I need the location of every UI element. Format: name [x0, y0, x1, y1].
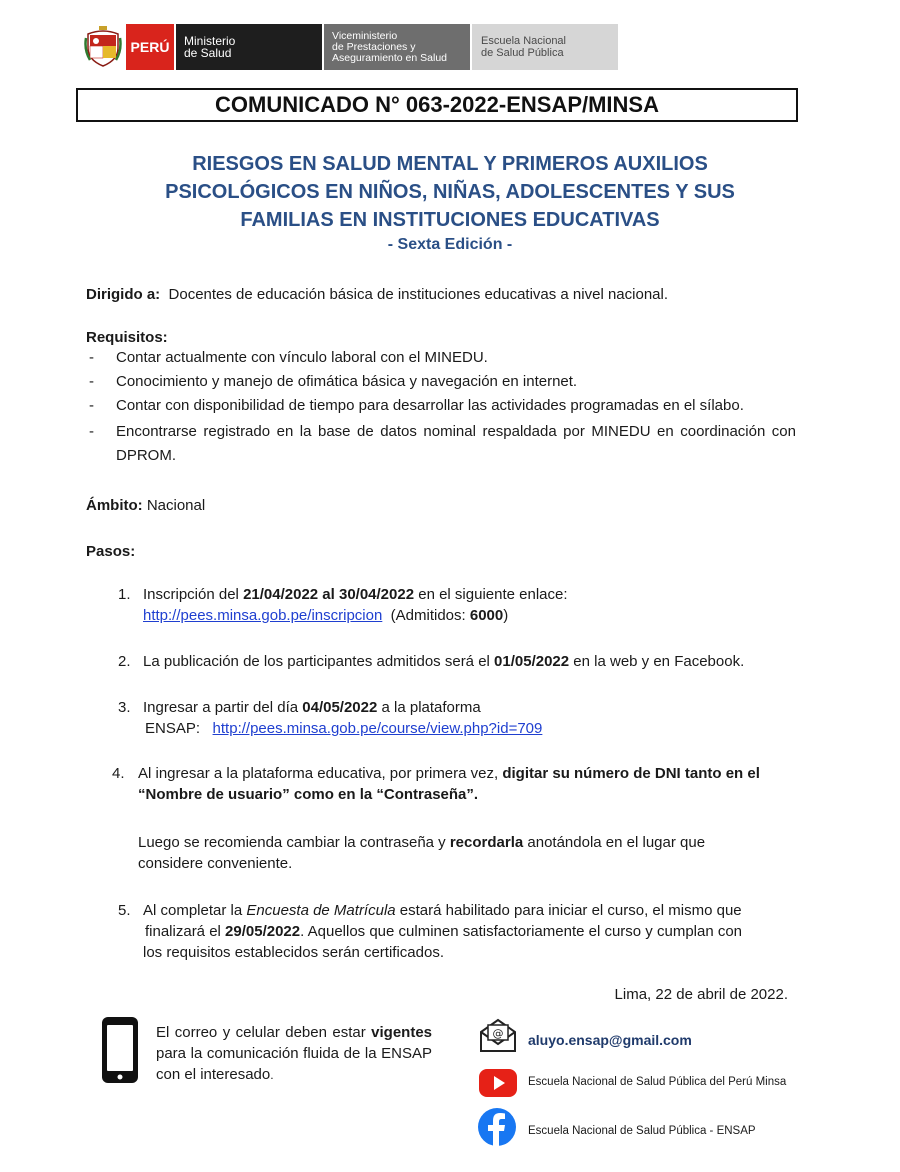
ambito-label: Ámbito:	[86, 497, 143, 514]
pasos-label: Pasos:	[86, 543, 136, 560]
requisito-item: - Conocimiento y manejo de ofimática básica y navegación en internet.	[89, 373, 578, 390]
paso-3-text: Ingresar a partir del día 04/05/2022 a la plataforma	[143, 699, 481, 716]
paso-5-text-line-3: los requisitos establecidos serán certificados.	[143, 944, 444, 961]
mobile-phone-icon	[100, 1015, 140, 1085]
youtube-icon	[478, 1068, 518, 1098]
paso-2-text: La publicación de los participantes admitidos será el 01/05/2022 en la web y en Facebook.	[143, 653, 745, 670]
svg-text:@: @	[492, 1027, 504, 1040]
inscripcion-link[interactable]: http://pees.minsa.gob.pe/inscripcion	[143, 607, 383, 624]
dirigido-section	[86, 284, 806, 305]
paso-1-link-line: http://pees.minsa.gob.pe/inscripcion (Admitidos: 6000)	[143, 607, 509, 624]
requisitos-label: Requisitos:	[86, 329, 168, 346]
communique-title: COMUNICADO N° 063-2022-ENSAP/MINSA	[76, 88, 798, 122]
paso-2-number: 2.	[118, 653, 131, 670]
peru-coat-of-arms-icon	[84, 26, 122, 68]
youtube-channel-name[interactable]: Escuela Nacional de Salud Pública del Perú Minsa	[528, 1076, 787, 1088]
requisito-item: - Encontrarse registrado en la base de datos nominal respaldada por MINEDU en coordinación con DPROM.	[89, 423, 796, 464]
ensap-logo: Escuela Nacional de Salud Pública	[472, 24, 618, 70]
ambito-text: Nacional	[146, 497, 206, 514]
ambito-section	[86, 495, 205, 516]
paso-5-text-line-2: finalizará el 29/05/2022. Aquellos que culminen satisfactoriamente el curso y cumplan con	[145, 923, 743, 940]
course-title-line-1: RIESGOS EN SALUD MENTAL Y PRIMEROS AUXILIOS	[192, 153, 708, 175]
paso-1-text: Inscripción del 21/04/2022 al 30/04/2022 en el siguiente enlace:	[143, 586, 568, 603]
course-title-line-3: FAMILIAS EN INSTITUCIONES EDUCATIVAS	[240, 209, 660, 231]
ministerio-logo: Ministerio de Salud	[176, 24, 322, 70]
email-address[interactable]: aluyo.ensap@gmail.com	[528, 1032, 692, 1048]
paso-1-number: 1.	[118, 586, 131, 603]
contact-note: El correo y celular deben estar vigentes para la comunicación fluida de la ENSAP con el interesado.	[156, 1024, 433, 1083]
paso-5-number: 5.	[118, 902, 131, 919]
document-date: Lima, 22 de abril de 2022.	[614, 986, 788, 1003]
facebook-page-name[interactable]: Escuela Nacional de Salud Pública - ENSAP	[528, 1125, 756, 1137]
peru-brand-logo: PERÚ	[126, 24, 174, 70]
edition-label: - Sexta Edición -	[387, 236, 513, 253]
paso-3-link-line: ENSAP: http://pees.minsa.gob.pe/course/view.php?id=709	[145, 720, 543, 737]
course-link[interactable]: http://pees.minsa.gob.pe/course/view.php?id=709	[212, 720, 543, 737]
dirigido-text: Docentes de educación básica de instituciones educativas a nivel nacional.	[168, 286, 668, 303]
email-icon	[478, 1016, 518, 1054]
dirigido-label: Dirigido a:	[86, 286, 161, 303]
viceministerio-logo: Viceministerio de Prestaciones y Aseguramiento en Salud	[324, 24, 470, 70]
course-title-line-2: PSICOLÓGICOS EN NIÑOS, NIÑAS, ADOLESCENTES Y SUS	[165, 181, 735, 203]
requisito-item: - Contar con disponibilidad de tiempo para desarrollar las actividades programadas en el sílabo.	[89, 397, 744, 414]
paso-3-number: 3.	[118, 699, 131, 716]
paso-4-note: Luego se recomienda cambiar la contraseña y recordarla anotándola en el lugar que considere conveniente.	[138, 834, 706, 872]
facebook-icon	[477, 1107, 517, 1147]
paso-4-number: 4.	[112, 765, 125, 782]
paso-4-text: Al ingresar a la plataforma educativa, por primera vez, digitar su número de DNI tanto en el “Nombre de usuario” como en la “Contraseña”.	[138, 765, 760, 803]
paso-5-text: Al completar la Encuesta de Matrícula estará habilitado para iniciar el curso, el mismo que	[143, 902, 742, 919]
requisito-item: - Contar actualmente con vínculo laboral con el MINEDU.	[89, 349, 488, 366]
